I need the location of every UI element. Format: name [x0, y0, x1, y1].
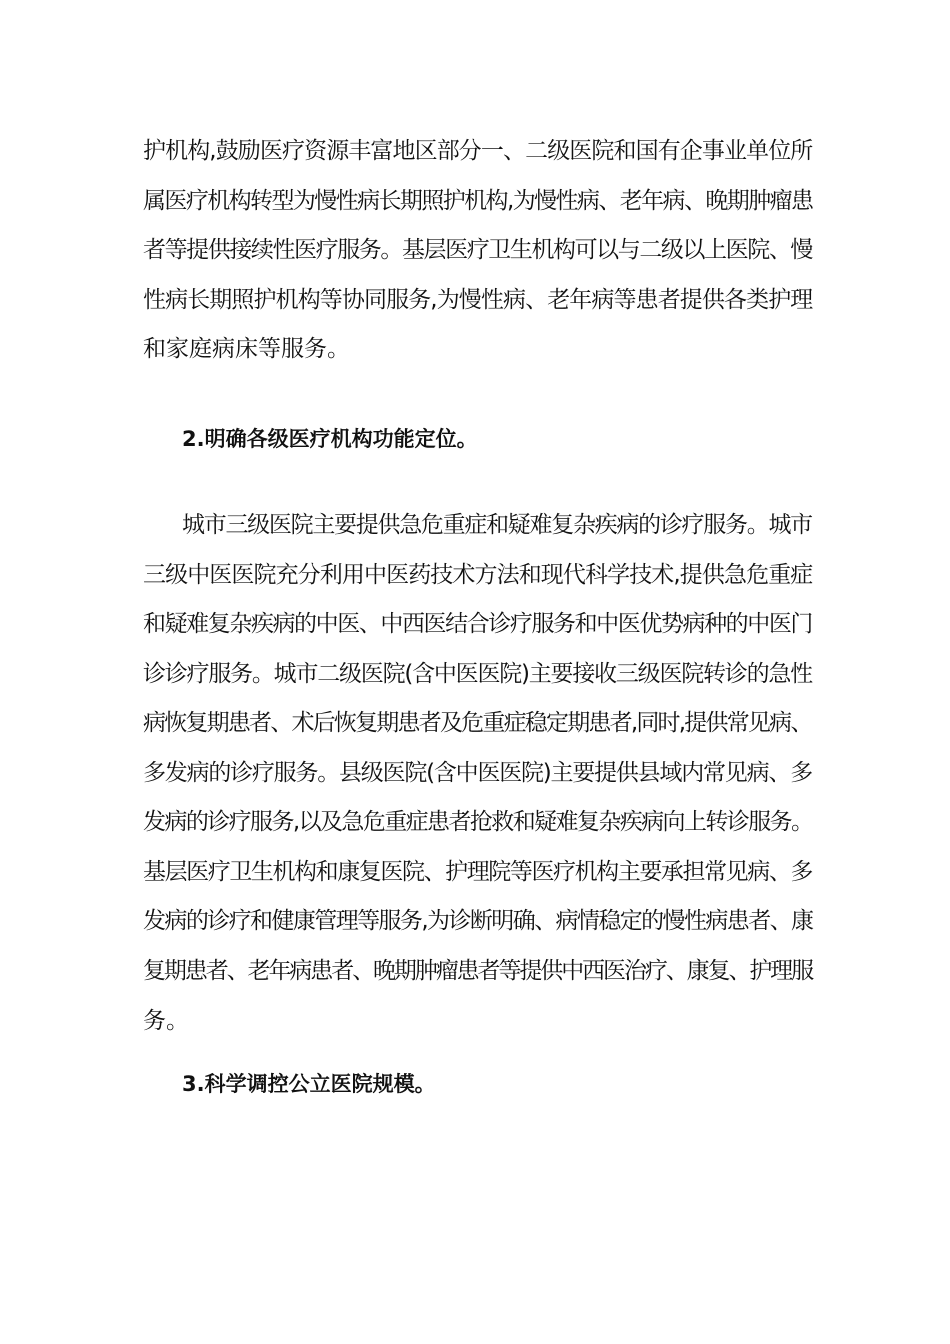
- paragraph-line: 三级中医医院充分利用中医药技术方法和现代科学技术,提供急危重症: [143, 562, 813, 588]
- paragraph-line: 和家庭病床等服务。: [143, 336, 350, 362]
- paragraph-line: 病恢复期患者、术后恢复期患者及危重症稳定期患者,同时,提供常见病、: [143, 710, 812, 736]
- paragraph-line: 复期患者、老年病患者、晚期肿瘤患者等提供中西医治疗、康复、护理服: [143, 958, 813, 984]
- section-heading-3: 3.科学调控公立医院规模。: [182, 1072, 436, 1096]
- paragraph-line: 发病的诊疗服务,以及急危重症患者抢救和疑难复杂疾病向上转诊服务。: [143, 809, 813, 835]
- paragraph-line: 属医疗机构转型为慢性病长期照护机构,为慢性病、老年病、晚期肿瘤患: [143, 188, 813, 214]
- paragraph-line: 基层医疗卫生机构和康复医院、护理院等医疗机构主要承担常见病、多: [143, 859, 812, 885]
- paragraph-line: 和疑难复杂疾病的中医、中西医结合诊疗服务和中医优势病种的中医门: [143, 611, 812, 637]
- paragraph-line: 性病长期照护机构等协同服务,为慢性病、老年病等患者提供各类护理: [143, 287, 813, 313]
- paragraph-line: 诊诊疗服务。城市二级医院(含中医医院)主要接收三级医院转诊的急性: [143, 661, 812, 687]
- paragraph-line: 多发病的诊疗服务。县级医院(含中医医院)主要提供县域内常见病、多: [143, 760, 812, 786]
- paragraph-line: 护机构,鼓励医疗资源丰富地区部分一、二级医院和国有企事业单位所: [143, 138, 813, 164]
- paragraph-line: 者等提供接续性医疗服务。基层医疗卫生机构可以与二级以上医院、慢: [143, 237, 812, 263]
- paragraph-line: 务。: [143, 1008, 189, 1034]
- paragraph-line: 发病的诊疗和健康管理等服务,为诊断明确、病情稳定的慢性病患者、康: [143, 908, 813, 934]
- paragraph-line: 城市三级医院主要提供急危重症和疑难复杂疾病的诊疗服务。城市: [182, 512, 812, 538]
- section-heading-2: 2.明确各级医疗机构功能定位。: [182, 427, 478, 451]
